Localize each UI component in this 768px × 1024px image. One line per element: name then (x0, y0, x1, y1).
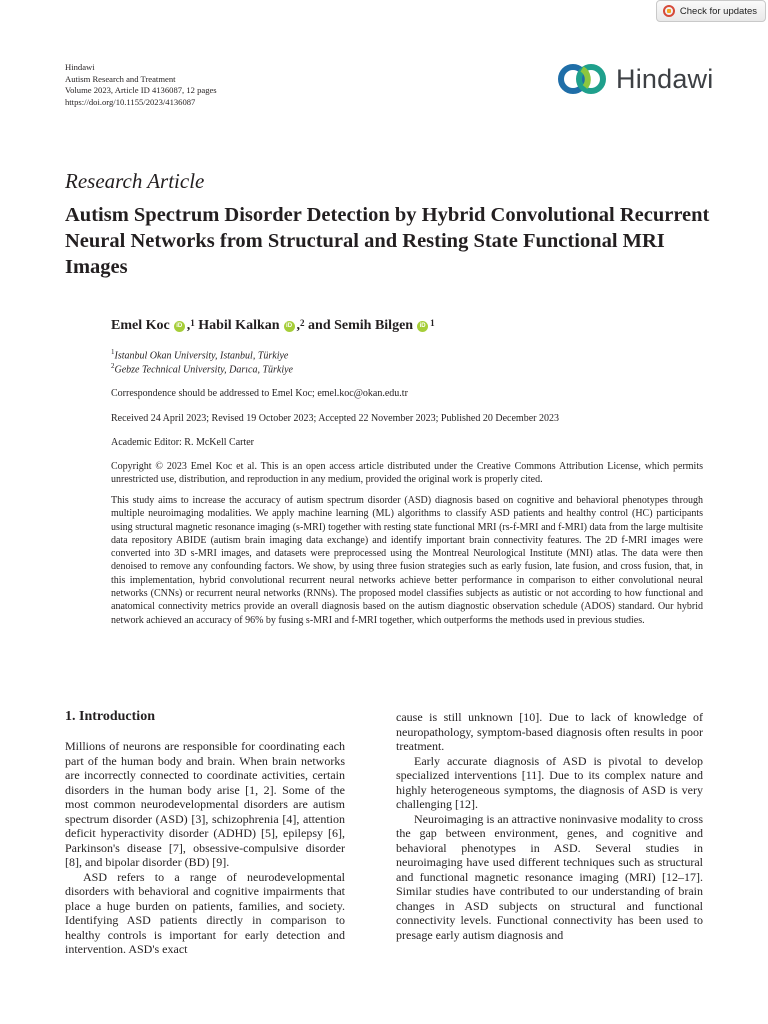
copyright-notice: Copyright © 2023 Emel Koc et al. This is an open access article distributed under the Creative Commons Attribution License, which permits unrestricted use, distribution, and reproduction in any medium, provided the original work is properly cited. (111, 461, 703, 486)
publisher-name: Hindawi (65, 62, 95, 72)
hindawi-logo-text: Hindawi (616, 63, 714, 94)
affiliation: $^1$Istanbul Okan University, Istanbul, Türkiye (111, 348, 289, 362)
author-name: Semih Bilgen (334, 318, 414, 333)
paragraph: Neuroimaging is an attractive noninvasive modality to cross the gap between environment, genes, and cognitive and behavioral phenotypes in ASD. Several studies in neuroimaging have used different techniques such as structural and functional magnetic resonance imaging (MRI) [12–17]. Similar studies have contributed to our understanding of brain changes in ASD subjects on structural and functional connectivity levels. Functional connectivity has been used to presage early autism diagnosis and (396, 811, 703, 942)
article-title: Autism Spectrum Disorder Detection by Hybrid Convolutional Recurrent Neural Networks from Structural and Resting State Functional MRI Images (65, 204, 710, 278)
affiliation: $^2$Gebze Technical University, Darıca, Türkiye (111, 362, 293, 376)
orcid-icon[interactable]: iD (174, 321, 185, 332)
hindawi-logo-icon (556, 60, 610, 98)
author-and: and (308, 318, 331, 333)
author-list: Emel Koc iD , $^1$ Habil Kalkan iD , $^2$ and Semih Bilgen iD $^1$ (111, 318, 435, 333)
volume-line: Volume 2023, Article ID 4136087, 12 pages (65, 85, 217, 95)
author-affil-sup: 1 (430, 318, 435, 328)
right-column (396, 710, 703, 942)
section-heading: 1. Introduction (65, 709, 155, 724)
check-for-updates-button[interactable] (656, 0, 766, 22)
abstract: This study aims to increase the accuracy of autism spectrum disorder (ASD) diagnosis based on cognitive and behavioral phenotypes through multiple neuroimaging modalities. We apply machine learning (ML) algorithms to classify ASD patients and healthy control (HC) participants using structural magnetic resonance imaging (s-MRI) together with resting state functional MRI (rs-f-MRI and f-MRI) data from the large multisite data repository ABIDE (autism brain imaging data exchange) and identify important brain connectivity features. The 2D f-MRI images were converted into 3D s-MRI images, and datasets were preprocessed using the Montreal Neurological Institute (MNI) atlas. The data were then denoised to remove any confounding factors. We show, by using three fusion strategies such as early fusion, late fusion, and cross fusion, that, in this implementation, hybrid convolutional recurrent neural networks achieve better performance in comparison to either convolutional neural networks (CNNs) or recurrent neural networks (RNNs). The proposed model classifies subjects as autistic or not according to how functional and anatomical connectivity metrics provide an overall diagnosis based on the autism diagnostic observation schedule (ADOS) standard. Our hybrid network achieved an accuracy of 96% by fusing s-MRI and f-MRI together, which outperforms the methods used in previous studies. (111, 495, 703, 626)
journal-info (65, 62, 217, 108)
paragraph: Millions of neurons are responsible for coordinating each part of the human body and brain. When brain networks are incorrectly connected to coordinate activities, certain disorders in the human body arise [1, 2]. Some of the most common neurodevelopmental disorders are autism spectrum disorder (ASD) [3], schizophrenia [4], attention deficit hyperactivity disorder (ADHD) [5], epilepsy [6], Parkinson's disease [7], obsessive-compulsive disorder [8], and bipolar disorder (BD) [9]. (65, 739, 345, 869)
paragraph: ASD refers to a range of neurodevelopmental disorders with behavioral and cognitive impairments that place a huge burden on patients, families, and society. Identifying ASD patients directly in comparison to healthy controls is important for early detection and intervention. ASD's exact (65, 869, 345, 956)
update-badge-icon (663, 5, 675, 17)
doi-link[interactable]: https://doi.org/10.1155/2023/4136087 (65, 96, 196, 107)
hindawi-logo (556, 60, 713, 98)
left-column (65, 739, 345, 957)
author-name: Habil Kalkan (198, 318, 280, 333)
journal-name: Autism Research and Treatment (65, 73, 176, 84)
article-type: Research Article (65, 169, 205, 193)
paragraph: cause is still unknown [10]. Due to lack of knowledge of neuropathology, symptom-based diagnosis often results in poor treatment. (396, 710, 703, 753)
author-affil-sup: 2 (300, 318, 305, 328)
correspondence: Correspondence should be addressed to Emel Koc; emel.koc@okan.edu.tr (111, 388, 408, 399)
orcid-icon[interactable]: iD (417, 321, 428, 332)
orcid-icon[interactable]: iD (284, 321, 295, 332)
author-name: Emel Koc (111, 318, 170, 333)
check-for-updates-label: Check for updates (679, 5, 757, 17)
publication-dates: Received 24 April 2023; Revised 19 October 2023; Accepted 22 November 2023; Published 20 December 2023 (111, 413, 559, 424)
paragraph: Early accurate diagnosis of ASD is pivotal to develop specialized interventions [11]. Due to its complex nature and highly heterogeneous symptoms, the diagnosis of ASD is very challenging [12]. (396, 753, 703, 811)
author-affil-sup: 1 (190, 318, 195, 328)
academic-editor: Academic Editor: R. McKell Carter (111, 437, 255, 448)
